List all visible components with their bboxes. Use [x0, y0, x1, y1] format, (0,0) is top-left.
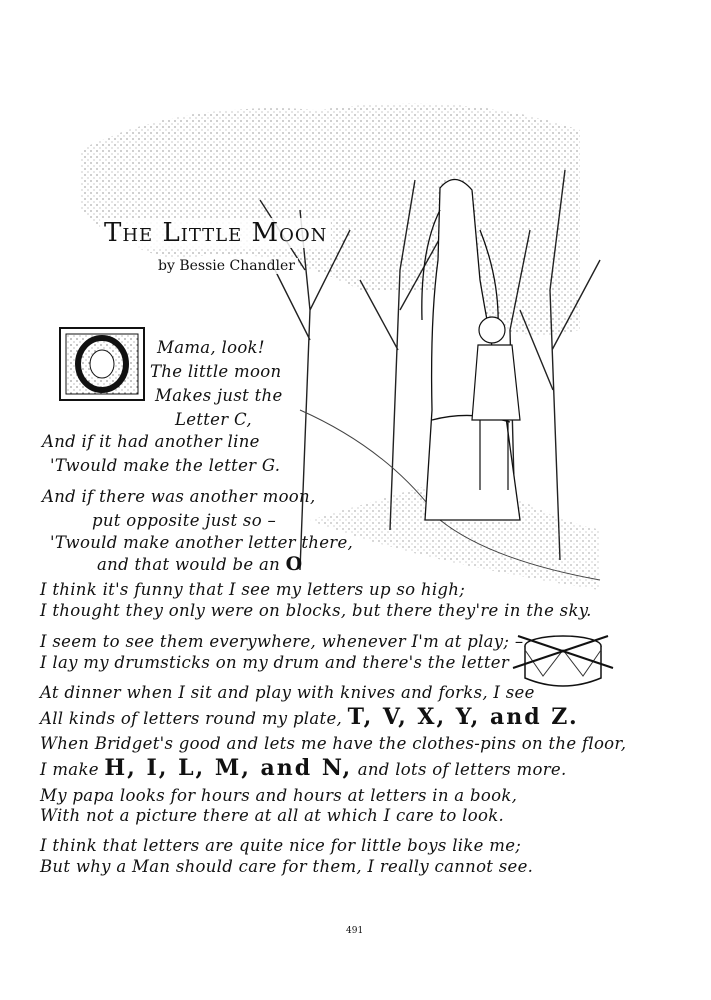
- clothespin-letters: H, I, L, M, and N,: [104, 755, 353, 781]
- poem-line: I think it's funny that I see my letters up so high;: [40, 580, 466, 599]
- poem-line: But why a Man should care for them, I really cannot see.: [40, 857, 534, 876]
- poem-line: The little moon: [150, 362, 282, 381]
- svg-text:O: O: [101, 398, 103, 399]
- poem-line: With not a picture there at all at which I care to look.: [40, 806, 505, 825]
- poem-line: and that would be an O: [97, 553, 305, 575]
- poem-line: All kinds of letters round my plate, T, V, X, Y, and Z.: [40, 704, 579, 730]
- poem-line: Mama, look!: [157, 338, 265, 357]
- poem-line: And if there was another moon,: [42, 487, 316, 506]
- oval-letter-o: O: [285, 553, 305, 575]
- poem-line: I make H, I, L, M, and N, and lots of letters more.: [40, 755, 567, 781]
- poem-line: 'Twould make the letter G.: [50, 456, 281, 475]
- poem-line: When Bridget's good and lets me have the clothes-pins on the floor,: [40, 734, 627, 753]
- poem-title: The Little Moon: [100, 218, 331, 248]
- poem-line: I think that letters are quite nice for little boys like me;: [40, 836, 522, 855]
- poem-line: My papa looks for hours and hours at letters in a book,: [40, 786, 518, 805]
- page-number: 491: [346, 926, 364, 936]
- poem-line: I seem to see them everywhere, whenever I'm at play; –: [40, 632, 524, 651]
- poem-line: Makes just the: [155, 386, 283, 405]
- drop-cap-o: [58, 326, 146, 402]
- poem-line: put opposite just so –: [92, 511, 277, 530]
- plate-letters: T, V, X, Y, and Z.: [347, 704, 579, 730]
- poem-line: I lay my drumsticks on my drum and there's the letter: [40, 653, 510, 672]
- poem-line: And if it had another line: [42, 432, 260, 451]
- poem-line: 'Twould make another letter there,: [50, 533, 354, 552]
- poem-line: At dinner when I sit and play with knives and forks, I see: [40, 683, 535, 702]
- poem-line: I thought they only were on blocks, but there they're in the sky.: [40, 601, 592, 620]
- poem-byline: by Bessie Chandler: [155, 258, 298, 274]
- poem-line: Letter C,: [175, 410, 252, 429]
